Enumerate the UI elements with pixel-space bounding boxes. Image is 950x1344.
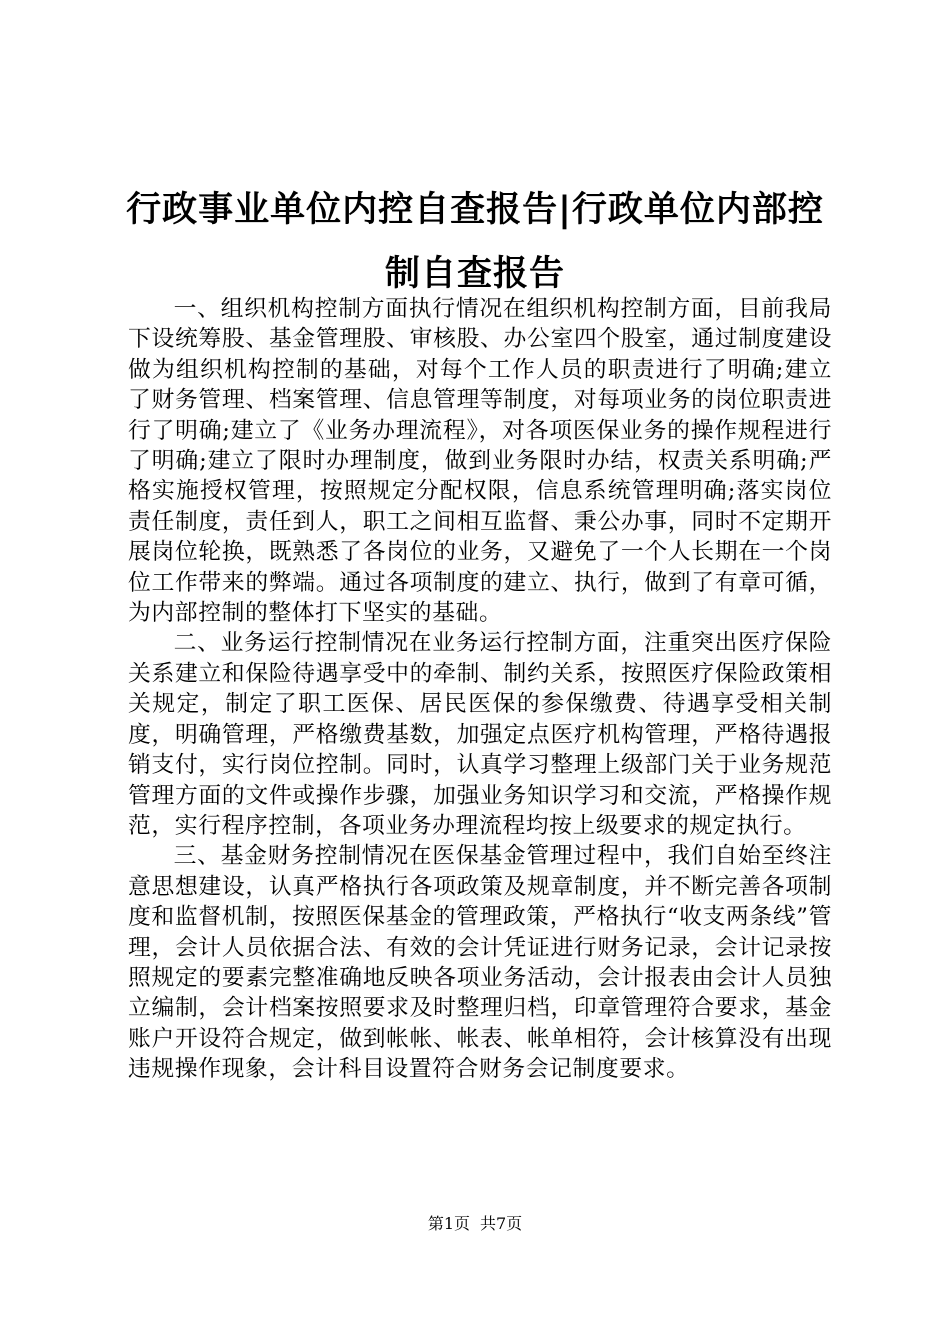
paragraph-business-control: 二、业务运行控制情况在业务运行控制方面，注重突出医疗保险关系建立和保险待遇享受中的牵制、制约关系，按照医疗保险政策相关规定，制定了职工医保、居民医保的参保缴费、待遇享受相关制度，明确管理，严格缴费基数，加强定点医疗机构管理，严格待遇报销支付，实行岗位控制。同时，认真学习整理上级部门关于业务规范管理方面的文件或操作步骤，加强业务知识学习和交流，严格操作规范，实行程序控制，各项业务办理流程均按上级要求的规定执行。	[128, 630, 832, 839]
page-total: 共7页	[480, 1214, 523, 1233]
page-number: 第1页	[427, 1214, 470, 1233]
paragraph-organization-control: 一、组织机构控制方面执行情况在组织机构控制方面，目前我局下设统筹股、基金管理股、审核股、办公室四个股室，通过制度建设做为组织机构控制的基础，对每个工作人员的职责进行了明确;建立了财务管理、档案管理、信息管理等制度，对每项业务的岗位职责进行了明确;建立了《业务办理流程》，对各项医保业务的操作规程进行了明确;建立了限时办理制度，做到业务限时办结，权责关系明确;严格实施授权管理，按照规定分配权限，信息系统管理明确;落实岗位责任制度，责任到人，职工之间相互监督、秉公办事，同时不定期开展岗位轮换，既熟悉了各岗位的业务，又避免了一个人长期在一个岗位工作带来的弊端。通过各项制度的建立、执行，做到了有章可循，为内部控制的整体打下坚实的基础。	[128, 296, 832, 627]
document-title: 行政事业单位内控自查报告|行政单位内部控制自查报告	[126, 190, 824, 294]
document-body	[128, 294, 832, 1085]
page-footer	[0, 1213, 950, 1235]
paragraph-fund-finance-control: 三、基金财务控制情况在医保基金管理过程中，我们自始至终注意思想建设，认真严格执行各项政策及规章制度，并不断完善各项制度和监督机制，按照医保基金的管理政策，严格执行“收支两条线”管理，会计人员依据合法、有效的会计凭证进行财务记录，会计记录按照规定的要素完整准确地反映各项业务活动，会计报表由会计人员独立编制，会计档案按照要求及时整理归档，印章管理符合要求，基金账户开设符合规定，做到帐帐、帐表、帐单相符，会计核算没有出现违规操作现象，会计科目设置符合财务会记制度要求。	[128, 843, 832, 1083]
